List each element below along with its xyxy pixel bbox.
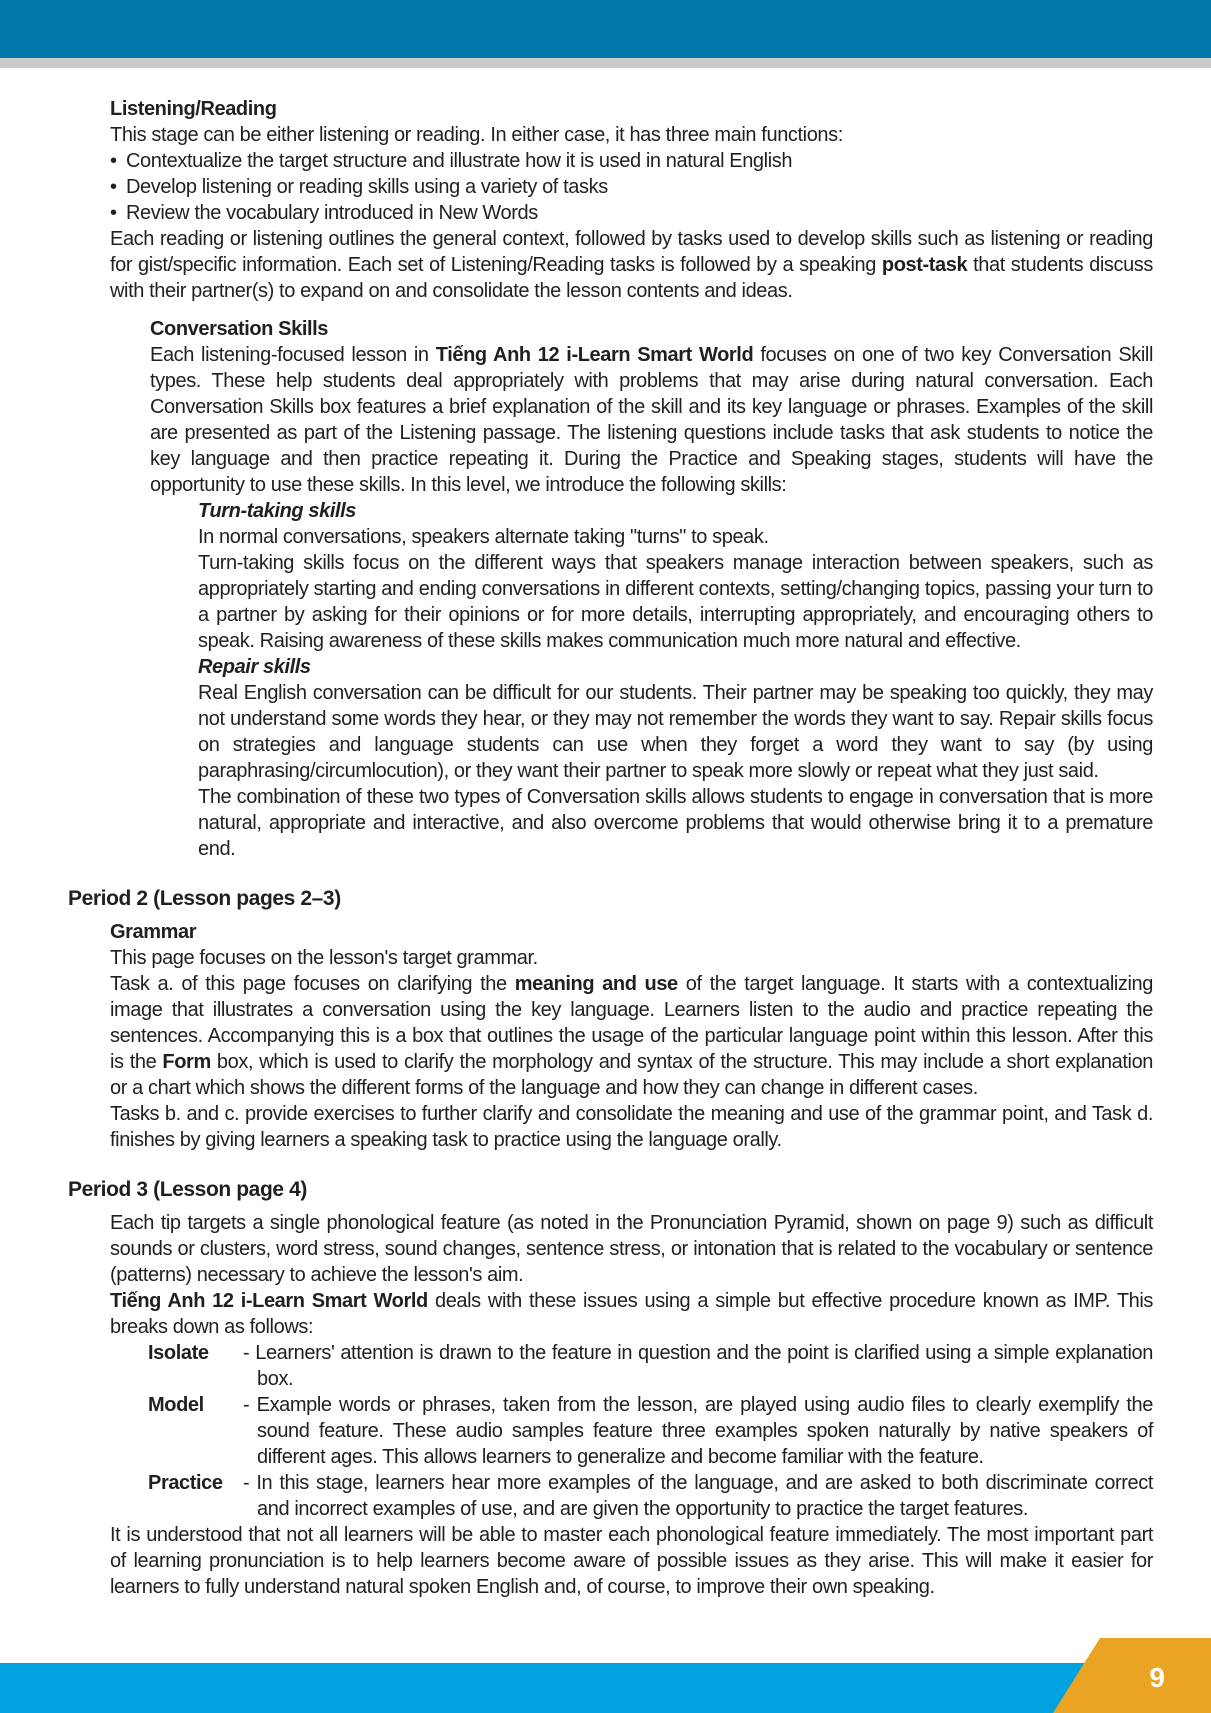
text-run: Form bbox=[162, 1051, 211, 1073]
page-number: 9 bbox=[1149, 1662, 1165, 1693]
imp-item-isolate bbox=[148, 1340, 1153, 1392]
text-run: focuses on one of two key Conversation Skill types. These help students deal appropriately with problems that may arise during natural conversation. Each Conversation Skills box features a brief explanation of the skill and its key language or phrases. Examples of the skill are presented as part of the Listening passage. The listening questions include tasks that ask students to notice the key language and then practice repeating it. During the Practice and Speaking stages, students will have the opportunity to use these skills. In this level, we introduce the following skills: bbox=[150, 344, 1153, 496]
listening-reading-intro: This stage can be either listening or reading. In either case, it has three main functions: bbox=[110, 124, 843, 146]
conversation-skills-paragraph bbox=[150, 342, 1153, 498]
footer-bar bbox=[0, 1663, 1085, 1713]
turn-taking-skills-heading: Turn-taking skills bbox=[198, 500, 357, 522]
bullet-item bbox=[110, 200, 1153, 226]
imp-term: Isolate bbox=[148, 1342, 209, 1364]
page-content bbox=[0, 68, 1211, 1600]
grammar-paragraph-2 bbox=[110, 971, 1153, 1101]
repair-skills-paragraph-1: Real English conversation can be difficult for our students. Their partner may be speaking too quickly, they may not understand some words they hear, or they may not remember the words they want to say. Repair skills focus on strategies and language students can use when they forget a word they want to say (by using paraphrasing/circumlocution), or they want their partner to speak more slowly or repeat what they just said. bbox=[198, 682, 1153, 782]
listening-reading-heading: Listening/Reading bbox=[110, 98, 277, 120]
conversation-skills-heading: Conversation Skills bbox=[150, 318, 329, 340]
text-run: Each listening-focused lesson in bbox=[150, 344, 436, 366]
grammar-paragraph-3: Tasks b. and c. provide exercises to further clarify and consolidate the meaning and use of the grammar point, and Task d. finishes by giving learners a speaking task to practice using the language orally. bbox=[110, 1103, 1153, 1151]
text-run: deals with these issues using a simple but effective procedure known as IMP. This breaks down as follows: bbox=[110, 1290, 1153, 1338]
text-run: meaning and use bbox=[514, 973, 678, 995]
page-number-tab bbox=[1053, 1638, 1211, 1713]
period-3-paragraph-1: Each tip targets a single phonological feature (as noted in the Pronunciation Pyramid, shown on page 9) such as difficult sounds or clusters, word stress, sound changes, sentence stress, or intonation that is related to the vocabulary or sentence (patterns) necessary to achieve the lesson's aim. bbox=[110, 1212, 1153, 1286]
text-run: of the target language. It starts with a contextualizing image that illustrates a conversation using the key language. Learners listen to the audio and practice repeating the sentences. Accompanying this is a box that outlines the usage of the particular language point within this lesson. After this is the bbox=[110, 973, 1154, 1073]
text-run: Tiếng Anh 12 i-Learn Smart World bbox=[110, 1290, 428, 1312]
imp-definition: - Example words or phrases, taken from the lesson, are played using audio files to clearly exemplify the sound feature. These audio samples feature three examples spoken naturally by native speakers of different ages. This allows learners to generalize and become familiar with the feature. bbox=[243, 1394, 1153, 1468]
period-3-closing-paragraph: It is understood that not all learners will be able to master each phonological feature immediately. The most important part of learning pronunciation is to help learners become aware of possible issues as they arise. This will make it easier for learners to fully understand natural spoken English and, of course, to improve their own speaking. bbox=[110, 1524, 1153, 1598]
turn-taking-paragraph-1: In normal conversations, speakers alternate taking "turns" to speak. bbox=[198, 526, 769, 548]
text-run: Tiếng Anh 12 i-Learn Smart World bbox=[435, 344, 754, 366]
period-2-heading: Period 2 (Lesson pages 2–3) bbox=[68, 887, 341, 910]
listening-reading-paragraph bbox=[110, 226, 1153, 304]
imp-definition: - Learners' attention is drawn to the feature in question and the point is clarified using a simple explanation box. bbox=[243, 1342, 1153, 1390]
imp-term: Model bbox=[148, 1394, 204, 1416]
text-run: Task a. of this page focuses on clarifying the bbox=[110, 973, 515, 995]
imp-item-practice bbox=[148, 1470, 1153, 1522]
bullet-icon: • bbox=[110, 150, 117, 172]
text-run: post-task bbox=[881, 254, 968, 276]
turn-taking-paragraph-2: Turn-taking skills focus on the different ways that speakers manage interaction between speakers, such as appropriately starting and ending conversations in different contexts, setting/changing topics, passing your turn to a partner by asking for their opinions or for more details, interrupting appropriately, and encouraging others to speak. Raising awareness of these skills makes communication much more natural and effective. bbox=[198, 552, 1153, 652]
period-3-paragraph-2 bbox=[110, 1288, 1153, 1340]
imp-definition: - In this stage, learners hear more examples of the language, and are asked to both discriminate correct and incorrect examples of use, and are given the opportunity to practice the target features. bbox=[243, 1472, 1153, 1520]
header-bar bbox=[0, 0, 1211, 58]
period-3-heading: Period 3 (Lesson page 4) bbox=[68, 1178, 307, 1201]
imp-item-model bbox=[148, 1392, 1153, 1470]
header-divider-strip bbox=[0, 58, 1211, 68]
bullet-item bbox=[110, 148, 1153, 174]
bullet-icon: • bbox=[110, 202, 117, 224]
repair-skills-paragraph-2: The combination of these two types of Conversation skills allows students to engage in conversation that is more natural, appropriate and interactive, and also overcome problems that would otherwise bring it to a premature end. bbox=[198, 786, 1153, 860]
bullet-text: Review the vocabulary introduced in New Words bbox=[126, 202, 538, 224]
bullet-text: Develop listening or reading skills using a variety of tasks bbox=[126, 176, 608, 198]
imp-term: Practice bbox=[148, 1472, 223, 1494]
text-run: box, which is used to clarify the morphology and syntax of the structure. This may include a short explanation or a chart which shows the different forms of the language and how they can change in different cases. bbox=[110, 1051, 1154, 1099]
text-run: that students discuss with their partner(s) to expand on and consolidate the lesson contents and ideas. bbox=[110, 254, 1154, 302]
repair-skills-heading: Repair skills bbox=[198, 656, 311, 678]
grammar-heading: Grammar bbox=[110, 921, 197, 943]
grammar-paragraph-1: This page focuses on the lesson's target grammar. bbox=[110, 947, 538, 969]
bullet-item bbox=[110, 174, 1153, 200]
text-run: Each reading or listening outlines the general context, followed by tasks used to develop skills such as listening or reading for gist/specific information. Each set of Listening/Reading tasks is followed by a speaking bbox=[110, 228, 1153, 276]
bullet-icon: • bbox=[110, 176, 117, 198]
bullet-text: Contextualize the target structure and illustrate how it is used in natural English bbox=[126, 150, 793, 172]
